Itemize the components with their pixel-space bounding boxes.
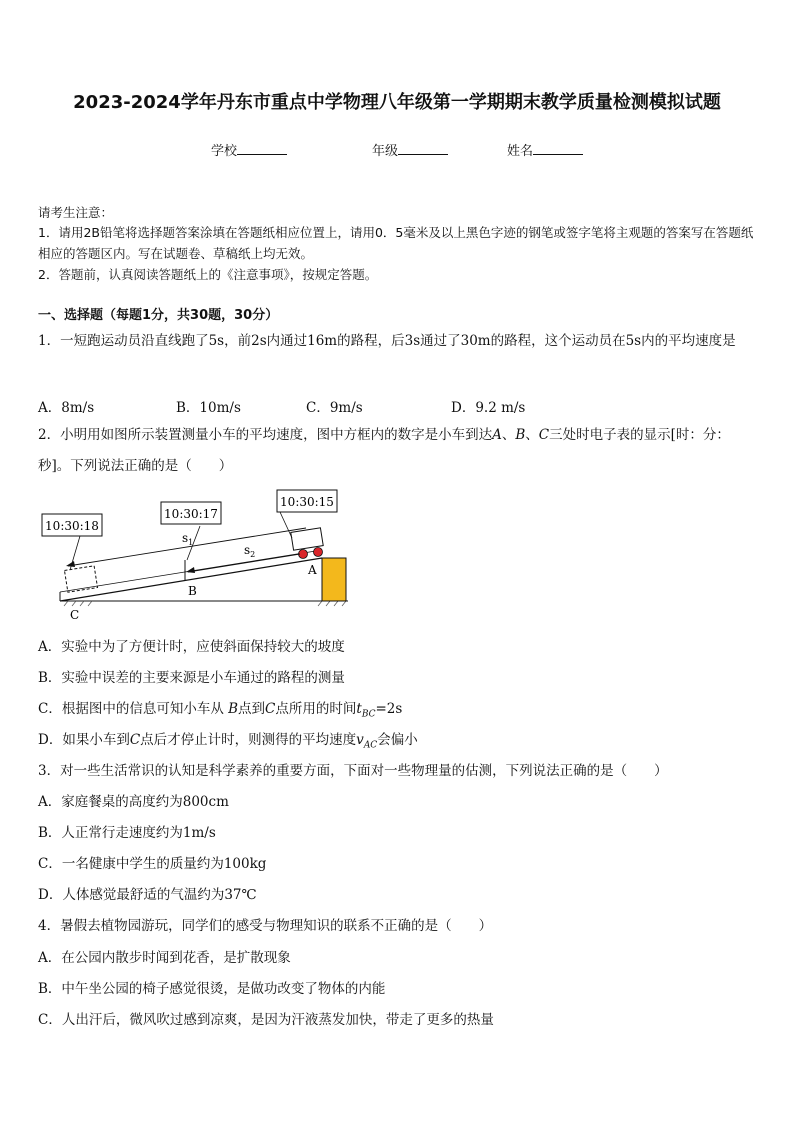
support-block bbox=[322, 558, 346, 601]
label-s1: $s_1$ bbox=[182, 531, 194, 547]
notice-item-1: 1．请用2B铅笔将选择题答案涂填在答题纸相应位置上，请用0．5毫米及以上黑色字迹的钢笔或签字笔将主观题的答案写在答题纸相应的答题区内。写在试题卷、草稿纸上均无效。 bbox=[38, 225, 754, 261]
question-4-stem: 4．暑假去植物园游玩，同学们的感受与物理知识的联系不正确的是（ ） bbox=[38, 918, 493, 934]
name-field bbox=[507, 140, 583, 159]
q3-option-c[interactable]: C．一名健康中学生的质量约为100kg bbox=[38, 856, 267, 872]
label-c: C bbox=[70, 608, 80, 622]
label-s2: $s_2$ bbox=[244, 543, 256, 559]
q4-option-a[interactable]: A．在公园内散步时闻到花香，是扩散现象 bbox=[38, 950, 291, 966]
school-blank[interactable] bbox=[237, 142, 287, 155]
incline-figure bbox=[30, 488, 360, 623]
q3-option-b[interactable]: B．人正常行走速度约为1m/s bbox=[38, 825, 216, 841]
q1-option-d[interactable]: D．9.2 m/s bbox=[451, 400, 526, 416]
q2-option-c[interactable]: C．根据图中的信息可知小车从 B点到C点所用的时间$t_{BC}=2s$ bbox=[38, 701, 403, 720]
q1-option-b[interactable]: B．10m/s bbox=[176, 400, 241, 416]
q2-option-a[interactable]: A．实验中为了方便计时，应使斜面保持较大的坡度 bbox=[38, 639, 345, 655]
label-b: B bbox=[188, 584, 197, 598]
clock-b-time: 10:30:17 bbox=[164, 507, 218, 521]
leader-a bbox=[280, 512, 292, 538]
car-at-a bbox=[291, 528, 323, 550]
name-blank[interactable] bbox=[533, 142, 583, 155]
q1-option-c[interactable]: C．9m/s bbox=[306, 400, 363, 416]
page-title: 2023-2024学年丹东市重点中学物理八年级第一学期期末教学质量检测模拟试题 bbox=[73, 92, 721, 113]
arrow-s2-head bbox=[186, 567, 195, 573]
name-label: 姓名 bbox=[507, 144, 534, 159]
notice-item-2: 2．答题前，认真阅读答题纸上的《注意事项》，按规定答题。 bbox=[38, 267, 378, 282]
grade-blank[interactable] bbox=[398, 142, 448, 155]
question-3-stem: 3．对一些生活常识的认知是科学素养的重要方面，下面对一些物理量的估测，下列说法正确的是（ ） bbox=[38, 763, 668, 779]
question-2-stem: 2．小明用如图所示装置测量小车的平均速度，图中方框内的数字是小车到达A、B、C三处时电子表的显示[时：分：秒]。下列说法正确的是（ ） bbox=[38, 427, 730, 474]
arrow-s1-head bbox=[66, 561, 75, 567]
school-field bbox=[211, 140, 287, 159]
label-a: A bbox=[308, 563, 317, 577]
question-1-stem: 1．一短跑运动员沿直线跑了5s，前2s内通过16m的路程，后3s通过了30m的路程，这个运动员在5s内的平均速度是 bbox=[38, 333, 736, 349]
clock-c-time: 10:30:18 bbox=[45, 519, 99, 533]
car-wheel-back bbox=[314, 548, 323, 557]
q1-option-a[interactable]: A．8m/s bbox=[38, 400, 95, 416]
q2-option-d[interactable]: D．如果小车到C点后才停止计时，则测得的平均速度$v_{AC}$会偏小 bbox=[38, 732, 418, 751]
q3-option-d[interactable]: D．人体感觉最舒适的气温约为37℃ bbox=[38, 887, 257, 903]
grade-label: 年级 bbox=[372, 144, 399, 159]
notice-heading: 请考生注意： bbox=[38, 205, 114, 220]
clock-a-time: 10:30:15 bbox=[280, 495, 334, 509]
school-label: 学校 bbox=[211, 144, 238, 159]
q4-option-b[interactable]: B．中午坐公园的椅子感觉很烫，是做功改变了物体的内能 bbox=[38, 981, 386, 997]
q3-option-a[interactable]: A．家庭餐桌的高度约为800cm bbox=[38, 794, 229, 810]
q4-option-c[interactable]: C．人出汗后，微风吹过感到凉爽，是因为汗液蒸发加快，带走了更多的热量 bbox=[38, 1012, 494, 1028]
q2-option-b[interactable]: B．实验中误差的主要来源是小车通过的路程的测量 bbox=[38, 670, 345, 686]
grade-field bbox=[372, 140, 448, 159]
ground-hatch bbox=[64, 601, 346, 606]
section-heading: 一、选择题（每题1分，共30题，30分） bbox=[38, 308, 279, 323]
